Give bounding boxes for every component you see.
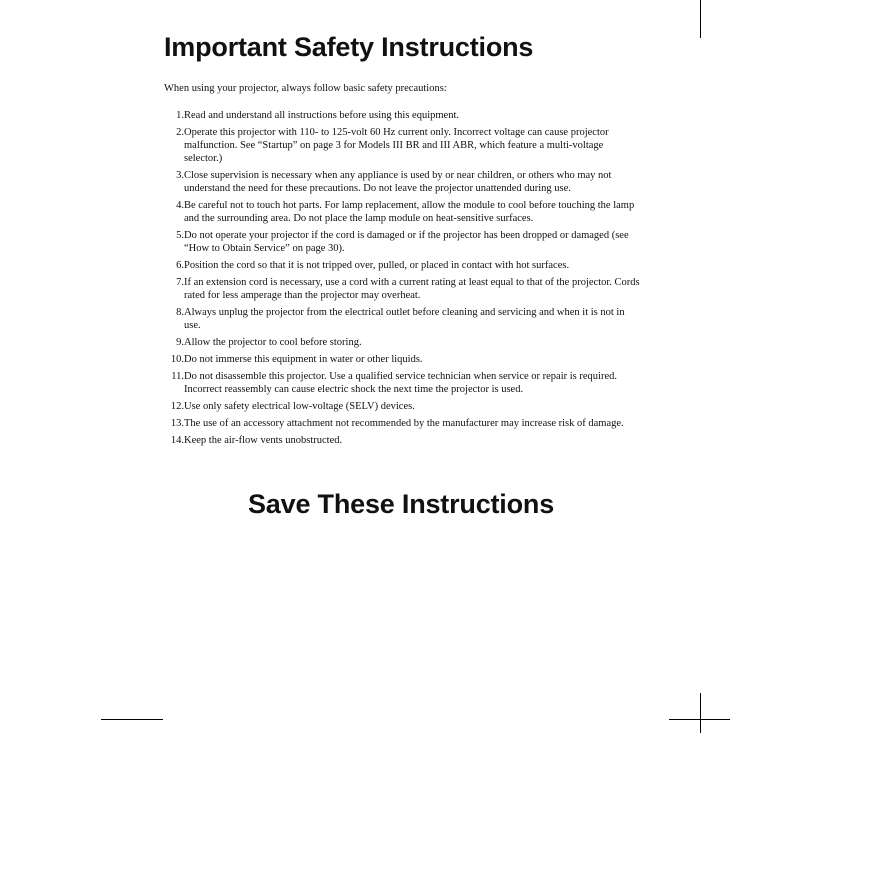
list-item-number-label: 11.: [171, 371, 184, 382]
list-item-text: Position the cord so that it is not tripped over, pulled, or placed in contact with hot surfaces.: [184, 260, 570, 271]
list-item: [164, 126, 640, 165]
list-item-number: [164, 259, 184, 272]
list-item-number-label: 14.: [170, 435, 184, 446]
list-item-number-label: 12.: [170, 401, 184, 412]
list-item-number: [164, 400, 184, 413]
closing-heading: Save These Instructions: [248, 489, 555, 519]
list-item-number: [164, 353, 184, 366]
list-item-number: [164, 276, 184, 302]
list-item-text: Do not immerse this equipment in water or other liquids.: [184, 354, 423, 365]
list-item-number-label: 6.: [176, 260, 184, 271]
list-item: [164, 306, 640, 332]
list-item-number: [164, 336, 184, 349]
safety-instructions-list: [164, 109, 640, 451]
list-item-text: Do not disassemble this projector. Use a qualified service technician when service or repair is required. Incorrect reassembly can cause electric shock the next time the projector is used.: [184, 371, 617, 395]
list-item-text: Allow the projector to cool before storing.: [184, 337, 362, 348]
list-item: [164, 400, 640, 413]
list-item-number-label: 5.: [176, 230, 184, 241]
list-item-number-label: 9.: [176, 337, 184, 348]
list-item-number-label: 4.: [176, 200, 184, 211]
list-item-number: [164, 434, 184, 447]
list-item-text: Read and understand all instructions before using this equipment.: [184, 110, 459, 121]
page-title: Important Safety Instructions: [164, 32, 534, 62]
list-item: [164, 229, 640, 255]
list-item: [164, 109, 640, 122]
crop-mark-bottom-left: [101, 719, 163, 720]
list-item-number-label: 13.: [170, 418, 184, 429]
list-item-number-label: 8.: [176, 307, 184, 318]
list-item: [164, 199, 640, 225]
list-item-number-label: 2.: [176, 127, 184, 138]
list-item: [164, 259, 640, 272]
list-item-number: [164, 126, 184, 165]
list-item: [164, 353, 640, 366]
list-item-text: The use of an accessory attachment not recommended by the manufacturer may increase risk of damage.: [184, 418, 624, 429]
list-item: [164, 434, 640, 447]
list-item-text: Keep the air-flow vents unobstructed.: [184, 435, 343, 446]
list-item-text: If an extension cord is necessary, use a cord with a current rating at least equal to that of the projector. Cords rated for less amperage than the projector may overheat.: [184, 277, 640, 301]
list-item-number: [164, 370, 184, 396]
list-item: [164, 370, 640, 396]
list-item: [164, 169, 640, 195]
list-item-number-label: 1.: [176, 110, 184, 121]
list-item-number: [164, 417, 184, 430]
crop-mark-top-right: [700, 0, 701, 38]
list-item-number-label: 10.: [170, 354, 184, 365]
list-item-number: [164, 109, 184, 122]
crop-mark-bottom-right-vertical: [700, 693, 701, 733]
list-item: [164, 276, 640, 302]
list-item-text: Operate this projector with 110- to 125-volt 60 Hz current only. Incorrect voltage can cause projector malfunction. See “Startup” on page 3 for Models III BR and III ABR, which feature a multi-voltage selector.): [184, 127, 609, 164]
list-item-number-label: 3.: [176, 170, 184, 181]
list-item: [164, 336, 640, 349]
list-item-text: Do not operate your projector if the cord is damaged or if the projector has been dropped or damaged (see “How to Obtain Service” on page 30).: [184, 230, 629, 254]
list-item-number: [164, 169, 184, 195]
list-item-text: Close supervision is necessary when any appliance is used by or near children, or others who may not understand the need for these precautions. Do not leave the projector unattended during use.: [184, 170, 612, 194]
list-item-text: Be careful not to touch hot parts. For lamp replacement, allow the module to cool before touching the lamp and the surrounding area. Do not place the lamp module on heat-sensitive surfaces.: [184, 200, 635, 224]
list-item-number-label: 7.: [176, 277, 184, 288]
intro-text: When using your projector, always follow basic safety precautions:: [164, 83, 447, 94]
list-item-number: [164, 229, 184, 255]
list-item-number: [164, 199, 184, 225]
list-item-number: [164, 306, 184, 332]
list-item-text: Always unplug the projector from the electrical outlet before cleaning and servicing and when it is not in use.: [184, 307, 625, 331]
list-item-text: Use only safety electrical low-voltage (SELV) devices.: [184, 401, 415, 412]
list-item: [164, 417, 640, 430]
